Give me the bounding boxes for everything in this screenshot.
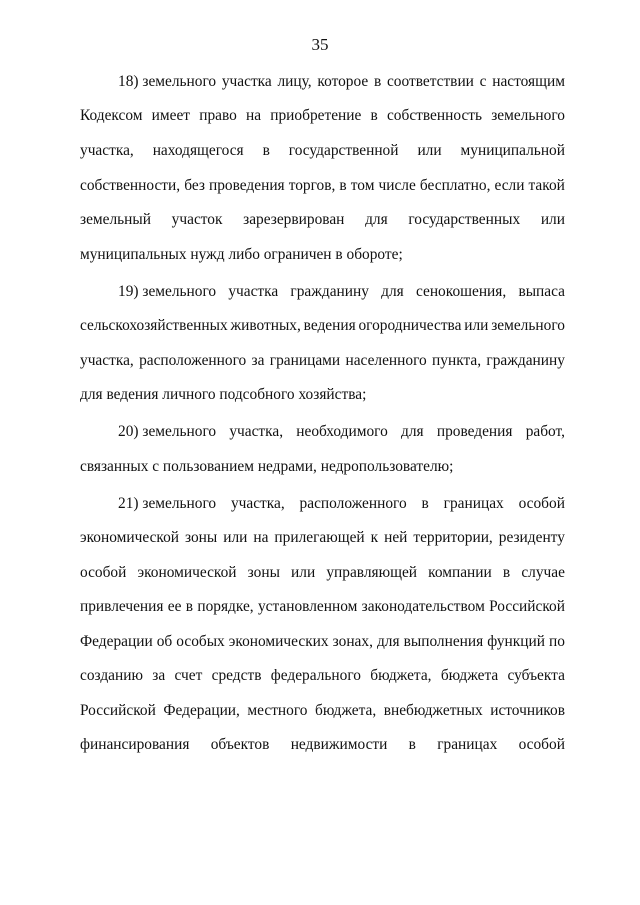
word: зарезервирован: [243, 211, 345, 228]
word: или: [291, 564, 316, 581]
word: зонах,: [332, 633, 373, 650]
word: в: [339, 177, 347, 194]
word: привлечения: [80, 598, 164, 615]
text-line: [118, 280, 565, 304]
word: к: [370, 529, 379, 546]
word: Федерации,: [163, 702, 240, 719]
text-line: муниципальных нужд либо ограничен в обороте;: [80, 246, 403, 263]
word: Российской: [80, 702, 156, 719]
word: проведения: [436, 423, 513, 440]
word: функций: [487, 633, 545, 650]
word: зоны: [247, 564, 280, 581]
text-line: [118, 70, 565, 94]
page-number: 35: [311, 35, 329, 54]
word: 21) земельного: [118, 495, 217, 512]
word: или: [417, 142, 442, 159]
word: или: [223, 529, 248, 546]
word: с: [479, 73, 487, 90]
word: муниципальной: [460, 142, 565, 159]
word: на: [246, 107, 262, 124]
word: земельного: [491, 317, 565, 334]
word: приобретение: [270, 107, 362, 124]
word: участка,: [80, 352, 134, 369]
text-line: [80, 208, 565, 232]
text-line: для ведения личного подсобного хозяйства;: [80, 386, 367, 403]
word: средств: [211, 667, 262, 684]
word: или: [540, 211, 565, 228]
word: 18) земельного: [118, 73, 217, 90]
word: для: [381, 283, 404, 300]
word: участка: [221, 73, 272, 90]
word: источников: [490, 702, 565, 719]
word: за: [251, 352, 265, 369]
word: особой: [80, 564, 127, 581]
word: Кодексом: [80, 107, 143, 124]
word: бюджета,: [370, 667, 432, 684]
word: счет: [174, 667, 203, 684]
word: ведения: [303, 317, 356, 334]
word: в: [370, 107, 378, 124]
word: без: [184, 177, 205, 194]
word: если: [494, 177, 525, 194]
text-line: связанных с пользованием недрами, недропользователю;: [80, 458, 454, 475]
word: компании: [428, 564, 492, 581]
word: управляющей: [326, 564, 418, 581]
word: участок: [171, 211, 223, 228]
text-line: [80, 561, 565, 585]
word: резиденту: [498, 529, 565, 546]
word: такой: [528, 177, 565, 194]
word: экономических: [228, 633, 329, 650]
text-line: [80, 595, 565, 619]
word: в: [421, 495, 429, 512]
word: экономической: [80, 529, 180, 546]
word: зоны: [185, 529, 218, 546]
word: выпаса: [518, 283, 565, 300]
word: порядке,: [197, 598, 254, 615]
word: в: [185, 598, 194, 615]
word: находящегося: [152, 142, 244, 159]
word: границами: [269, 352, 341, 369]
word: для: [365, 211, 388, 228]
word: в: [373, 73, 382, 90]
text-line: [80, 104, 565, 128]
word: Федерации: [80, 633, 153, 650]
word: участка: [228, 283, 279, 300]
text-line: [80, 349, 565, 373]
word: для: [401, 423, 424, 440]
word: местного: [247, 702, 308, 719]
word: сенокошения,: [415, 283, 507, 300]
word: экономической: [137, 564, 237, 581]
word: гражданину: [486, 352, 565, 369]
word: земельный: [80, 211, 151, 228]
word: расположенного: [139, 352, 247, 369]
word: населенного: [345, 352, 427, 369]
word: необходимого: [296, 423, 388, 440]
text-line: [118, 492, 565, 516]
word: бюджета: [440, 667, 499, 684]
text-line: [80, 699, 565, 723]
text-line: [80, 664, 565, 688]
word: особой: [518, 495, 565, 512]
word: прилегающей: [274, 529, 365, 546]
word: сельскохозяйственных: [80, 317, 228, 334]
word: которое: [317, 73, 369, 90]
word: торгов,: [288, 177, 336, 194]
word: собственность: [386, 107, 483, 124]
word: работ,: [525, 423, 565, 440]
word: бесплатно,: [419, 177, 491, 194]
word: пункта,: [432, 352, 482, 369]
word: территории,: [413, 529, 493, 546]
word: особых: [176, 633, 225, 650]
text-line: [80, 314, 565, 338]
word: расположенного: [299, 495, 407, 512]
word: ней: [384, 529, 408, 546]
word: государственной: [288, 142, 399, 159]
word: в: [502, 564, 511, 581]
word: настоящим: [492, 73, 565, 90]
word: участка,: [80, 142, 134, 159]
word: 19) земельного: [118, 283, 217, 300]
word: установленном: [257, 598, 358, 615]
word: государственных: [408, 211, 521, 228]
word: числе: [378, 177, 416, 194]
word: или: [464, 317, 489, 334]
word: в: [408, 736, 416, 753]
word: участка,: [229, 423, 284, 440]
word: объектов: [210, 736, 270, 753]
word: земельного: [491, 107, 565, 124]
word: животных,: [230, 317, 301, 334]
text-line: [80, 174, 565, 198]
word: по: [549, 633, 565, 650]
word: огородничества: [358, 317, 462, 334]
word: 20) земельного: [118, 423, 217, 440]
word: том: [350, 177, 375, 194]
word: финансирования: [80, 736, 190, 753]
word: за: [152, 667, 166, 684]
word: границах: [443, 495, 504, 512]
word: об: [156, 633, 173, 650]
word: ее: [167, 598, 182, 615]
word: на: [253, 529, 269, 546]
word: участка,: [230, 495, 285, 512]
word: законодательством: [361, 598, 485, 615]
text-line: [80, 630, 565, 654]
text-line: [80, 733, 565, 757]
text-line: [80, 139, 565, 163]
word: право: [199, 107, 237, 124]
word: недвижимости: [290, 736, 388, 753]
word: границах: [437, 736, 498, 753]
word: выполнения: [403, 633, 484, 650]
text-line: [118, 420, 565, 444]
word: лицу,: [277, 73, 312, 90]
word: внебюджетных: [383, 702, 483, 719]
word: субъекта: [507, 667, 565, 684]
word: особой: [518, 736, 565, 753]
word: бюджета,: [314, 702, 377, 719]
word: соответствии: [386, 73, 474, 90]
word: собственности,: [80, 177, 181, 194]
word: проведения: [208, 177, 285, 194]
word: федерального: [270, 667, 361, 684]
word: для: [376, 633, 400, 650]
word: в: [262, 142, 270, 159]
word: гражданину: [290, 283, 369, 300]
word: созданию: [80, 667, 143, 684]
word: имеет: [151, 107, 191, 124]
text-line: [80, 526, 565, 550]
word: Российской: [489, 598, 565, 615]
word: случае: [521, 564, 565, 581]
